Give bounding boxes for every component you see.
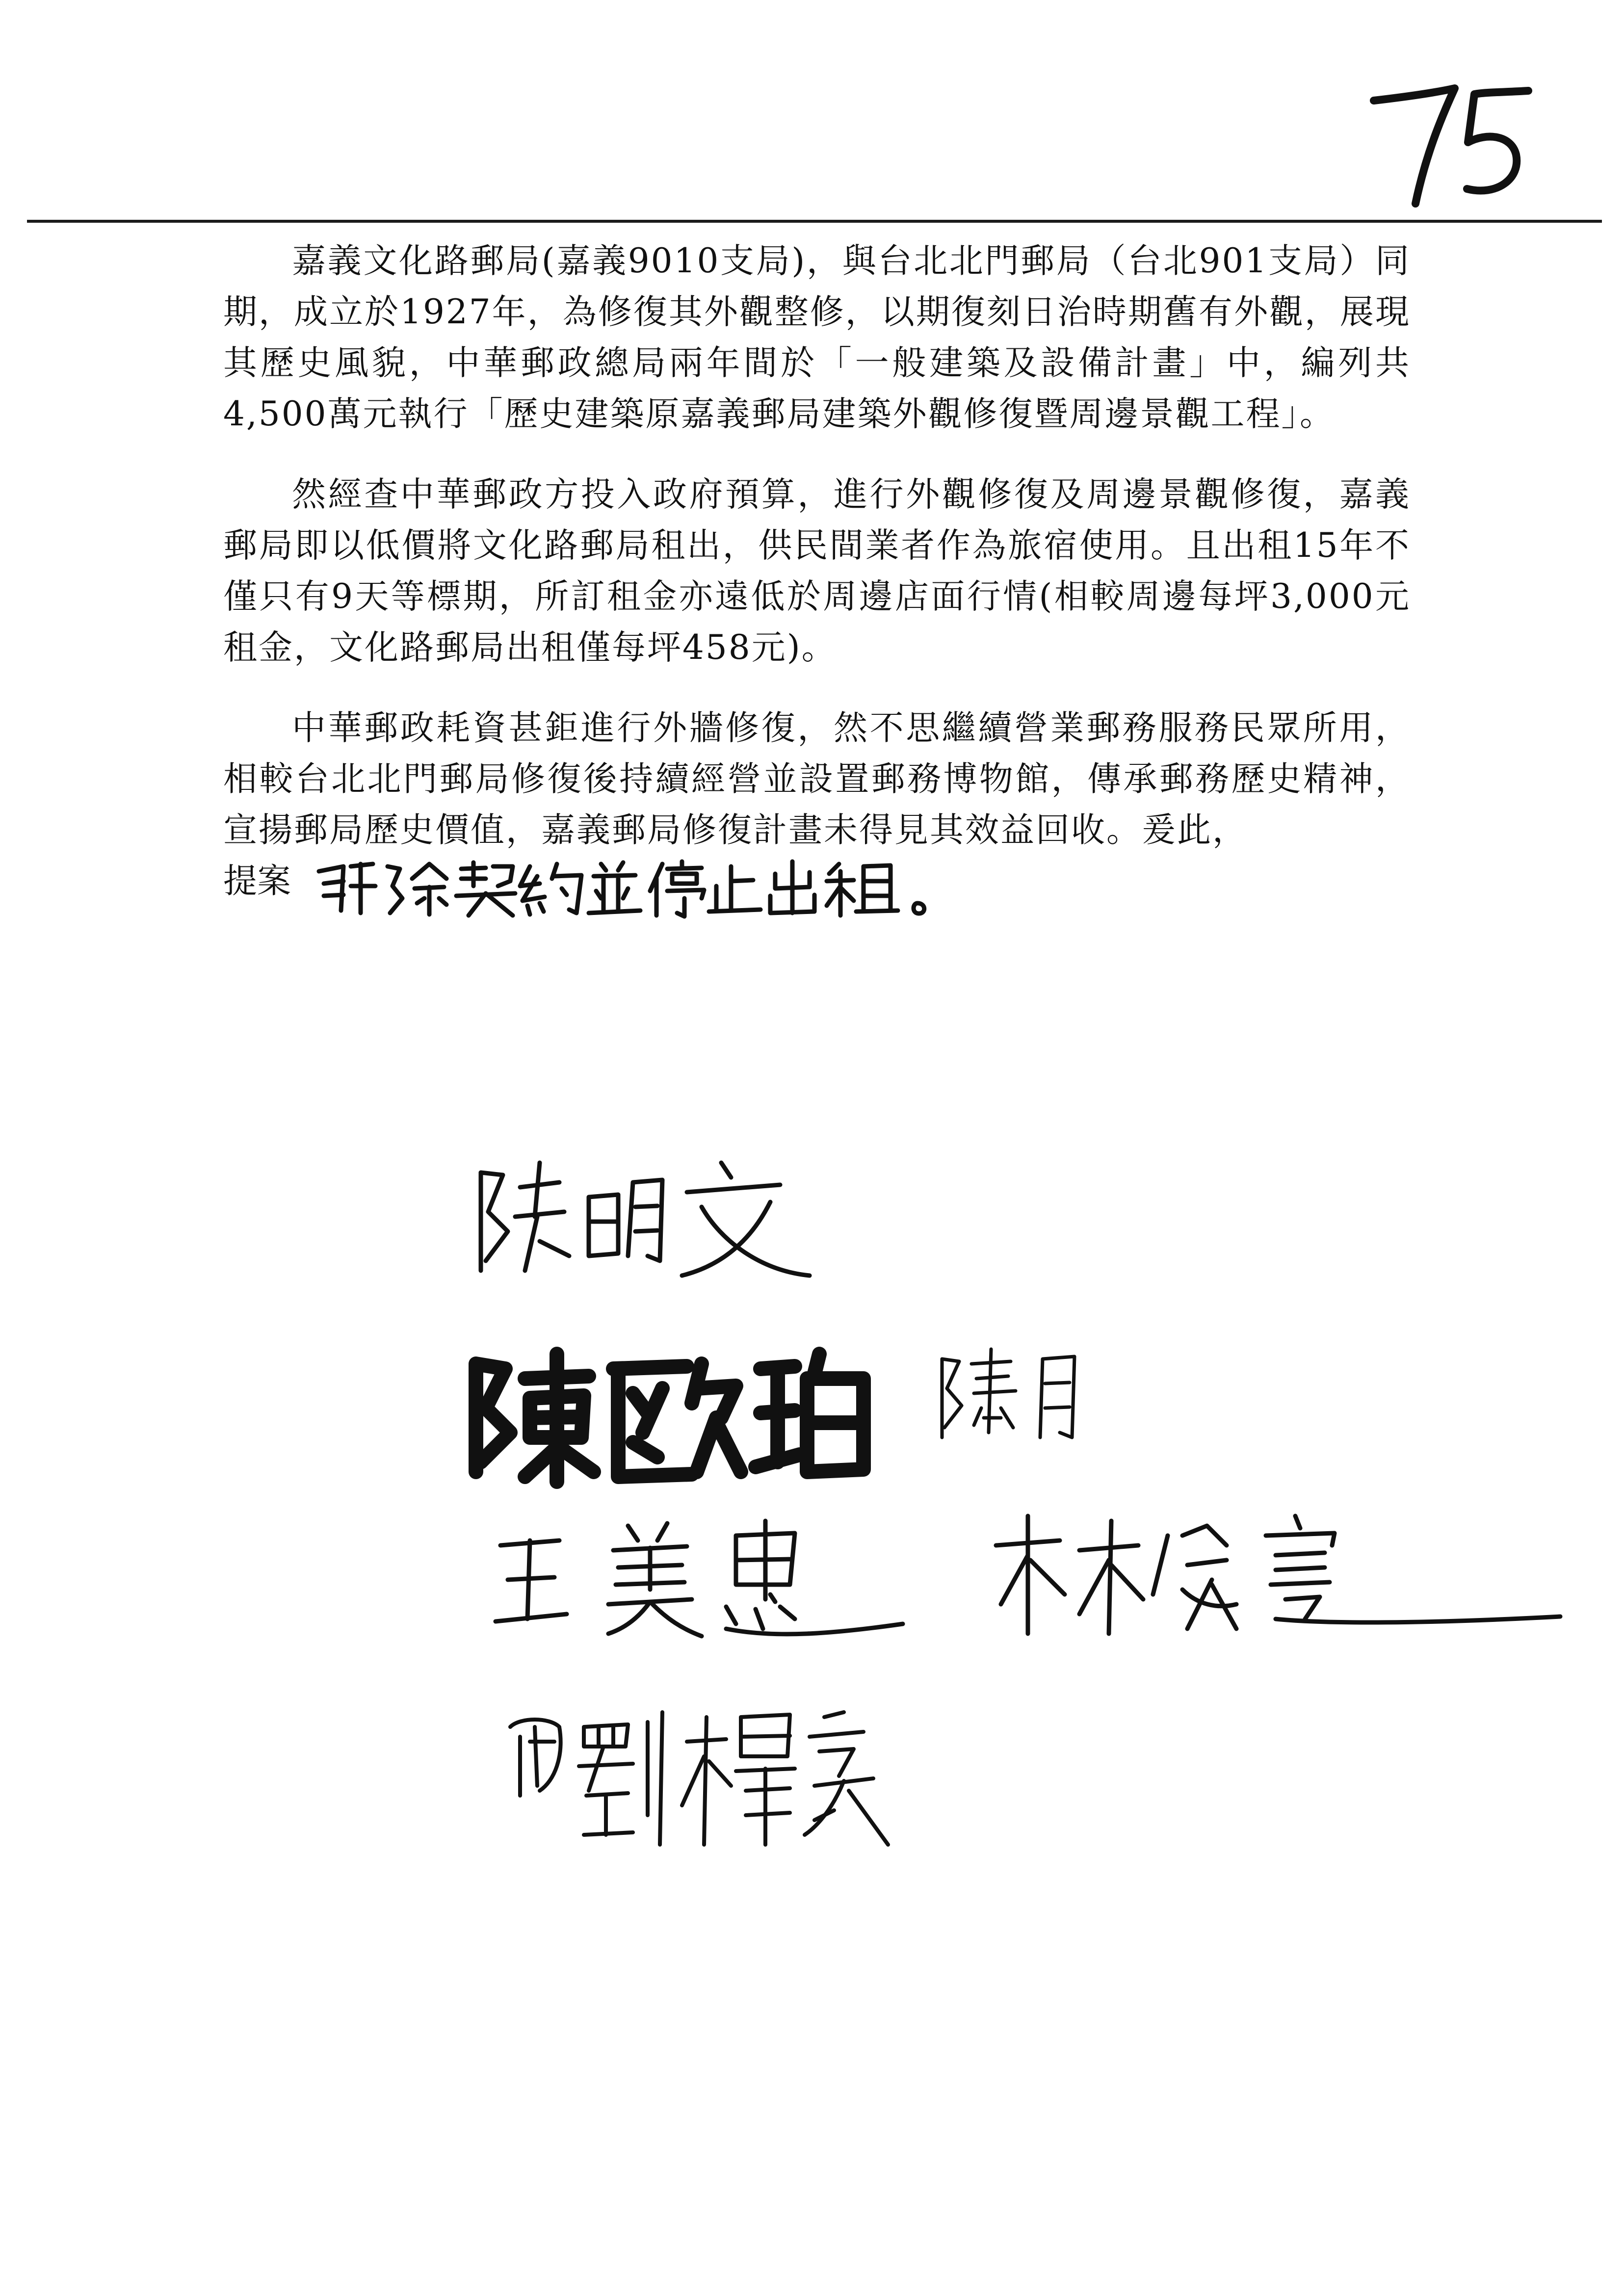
signature-chen-ming-wen xyxy=(466,1143,829,1292)
signature-lin-jun-xian xyxy=(981,1506,1570,1645)
proposal-body xyxy=(223,235,1411,914)
handwritten-resolution xyxy=(309,852,976,920)
header-rule xyxy=(27,220,1602,223)
page-number xyxy=(1335,74,1541,221)
signature-chen-ou-po xyxy=(456,1334,888,1493)
closing-line xyxy=(223,856,1411,914)
paragraph-2: 然經查中華郵政方投入政府預算，進行外觀修復及周邊景觀修復，嘉義郵局即以低價將文化路郵局租出，供民間業者作為旅宿使用。且出租15年不僅只有9天等標期，所訂租金亦遠低於周邊店面行情(相較周邊每坪3,000元租金，文化路郵局出租僅每坪458元)。 xyxy=(223,475,1411,667)
signature-liu-zhao-hao xyxy=(500,1697,903,1861)
proposal-label: 提案 xyxy=(223,861,291,901)
paragraph-3: 中華郵政耗資甚鉅進行外牆修復，然不思繼續營業郵務服務民眾所用，相較台北北門郵局修復後持續經營並設置郵務博物館，傳承郵務歷史精神，宣揚郵局歷史價值，嘉義郵局修復計畫未得見其效益回收。爰此， xyxy=(223,708,1411,850)
paragraph-1: 嘉義文化路郵局(嘉義9010支局)，與台北北門郵局（台北901支局）同期，成立於1927年，為修復其外觀整修，以期復刻日治時期舊有外觀，展現其歷史風貌，中華郵政總局兩年間於「一般建築及設備計畫」中，編列共4,500萬元執行「歷史建築原嘉義郵局建築外觀修復暨周邊景觀工程」。 xyxy=(223,241,1411,434)
signature-chen-su-yue xyxy=(927,1339,1143,1449)
signature-wang-mei-hui xyxy=(481,1511,913,1645)
